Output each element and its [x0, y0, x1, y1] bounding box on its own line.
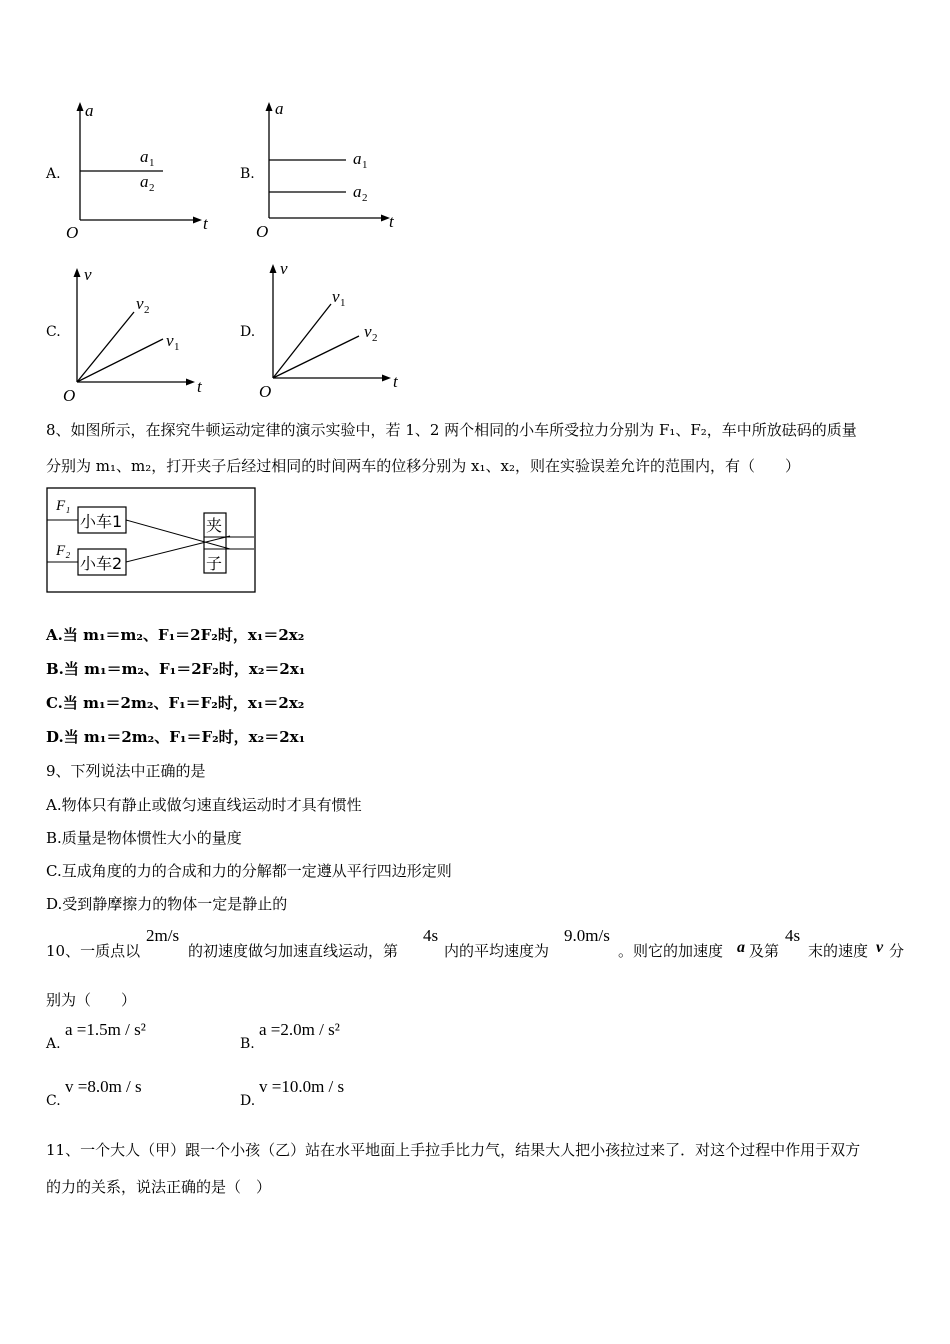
- svg-text:1: 1: [174, 341, 180, 353]
- q9-option-d: D.受到静摩擦力的物体一定是静止的: [46, 895, 288, 913]
- q9-option-b: B.质量是物体惯性大小的量度: [46, 829, 242, 847]
- q8-stem-line1: 8、如图所示，在探究牛顿运动定律的演示实验中，若 1、2 两个相同的小车所受拉力分别为 F₁、F₂，车中所放砝码的质量: [46, 421, 857, 439]
- svg-text:2: 2: [144, 304, 150, 316]
- q10-option-a: A. a =1.5m / s²: [46, 1020, 146, 1052]
- q9-option-c: C.互成角度的力的合成和力的分解都一定遵从平行四边形定则: [46, 862, 452, 880]
- force-f1-label: F₁: [56, 498, 71, 514]
- q9-option-a: A.物体只有静止或做匀速直线运动时才具有惯性: [46, 796, 362, 814]
- cart2-label: 小车2: [80, 554, 123, 573]
- graph-a: [60, 98, 220, 243]
- axis-y-label: a: [275, 99, 284, 118]
- q8-option-c: C.当 m₁＝2m₂、F₁＝F₂时，x₁＝2x₂: [46, 694, 305, 712]
- line-a1-label: a: [140, 147, 149, 166]
- line-a2-label: a: [140, 172, 149, 191]
- option-b-label: B.: [240, 166, 255, 182]
- q10-stem-line1: 10、一质点以 2m/s 的初速度做匀加速直线运动，第 4s 内的平均速度为 9.0m/s 。则它的加速度 a 及第 4s 末的速度 v 分: [46, 926, 905, 960]
- graph-b: [250, 96, 410, 241]
- q9-stem: 9、下列说法中正确的是: [46, 762, 206, 780]
- q10-stem-line2: 别为（ ）: [46, 991, 137, 1009]
- q10-option-b: B. a =2.0m / s²: [240, 1020, 340, 1052]
- option-d-label: D.: [240, 324, 256, 340]
- svg-text:1: 1: [340, 297, 346, 309]
- q8-option-b: B.当 m₁＝m₂、F₁＝2F₂时，x₂＝2x₁: [46, 660, 306, 678]
- origin-label: O: [256, 222, 269, 241]
- graph-c: [60, 260, 220, 405]
- svg-text:2: 2: [362, 192, 368, 204]
- line-a1-label: a: [353, 149, 362, 168]
- line-v2-label: v: [136, 294, 144, 313]
- svg-text:2: 2: [149, 182, 155, 194]
- axis-x-label: t: [389, 212, 394, 231]
- graph-d: [256, 256, 416, 401]
- q11-stem-line1: 11、一个大人（甲）跟一个小孩（乙）站在水平地面上手拉手比力气，结果大人把小孩拉过来了．对这个过程中作用于双方: [46, 1141, 861, 1159]
- line-v1-label: v: [166, 331, 174, 350]
- svg-text:2: 2: [372, 332, 378, 344]
- origin-label: O: [259, 382, 272, 401]
- force-f2-label: F₂: [56, 543, 71, 559]
- clip-top-label: 夹: [206, 516, 223, 535]
- q8-option-d: D.当 m₁＝2m₂、F₁＝F₂时，x₂＝2x₁: [46, 728, 306, 746]
- origin-label: O: [63, 386, 76, 405]
- axis-y-label: v: [280, 259, 288, 278]
- origin-label: O: [66, 223, 79, 242]
- axis-x-label: t: [393, 372, 398, 391]
- cart1-label: 小车1: [80, 512, 123, 531]
- q10-option-d: D. v =10.0m / s: [240, 1077, 345, 1109]
- clip-bottom-label: 子: [206, 554, 223, 573]
- svg-text:1: 1: [149, 157, 155, 169]
- initial-velocity: 2m/s: [146, 926, 180, 945]
- time-4s-end: 4s: [785, 926, 801, 945]
- time-4s: 4s: [423, 926, 439, 945]
- q11-stem-line2: 的力的关系，说法正确的是（ ）: [46, 1178, 272, 1196]
- axis-x-label: t: [203, 214, 208, 233]
- line-a2-label: a: [353, 182, 362, 201]
- axis-y-label: v: [84, 265, 92, 284]
- q8-option-a: A.当 m₁＝m₂、F₁＝2F₂时，x₁＝2x₂: [46, 626, 305, 644]
- axis-x-label: t: [197, 377, 202, 396]
- q8-stem-line2: 分别为 m₁、m₂，打开夹子后经过相同的时间两车的位移分别为 x₁、x₂，则在实验误差允许的范围内，有（ ）: [46, 457, 800, 475]
- svg-text:1: 1: [362, 159, 368, 171]
- cart-diagram: [46, 487, 258, 595]
- q10-option-c: C. v =8.0m / s: [46, 1077, 142, 1109]
- average-velocity: 9.0m/s: [564, 926, 610, 945]
- option-a-label: A.: [46, 166, 61, 182]
- axis-y-label: a: [85, 101, 94, 120]
- line-v2-label: v: [364, 322, 372, 341]
- line-v1-label: v: [332, 287, 340, 306]
- option-c-label: C.: [46, 324, 61, 340]
